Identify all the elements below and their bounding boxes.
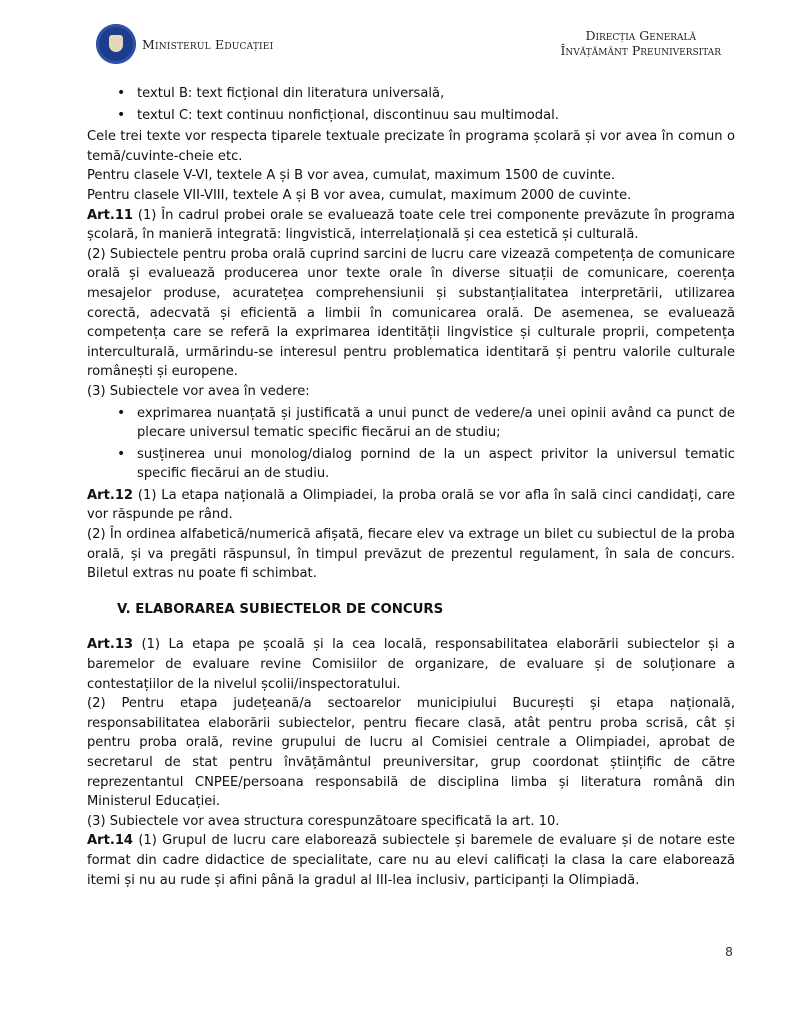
paragraph: (3) Subiectele vor avea în vedere: [87, 383, 310, 399]
document-body [87, 82, 735, 890]
article-11 [87, 206, 735, 245]
page-header [96, 20, 721, 70]
list-item: • exprimarea nuanțată și justificată a unui punct de vedere/a unei opinii având ca punct de plecare universul tematic specific fiecărui an de studiu; [117, 404, 735, 443]
ministry-name: Ministerul Educației [142, 36, 274, 52]
paragraph: (1) La etapa pe școală și la cea locală, responsabilitatea elaborării subiectelor și a baremelor de evaluare revine Comisiilor de organizare, de evaluare și de soluționare a contestațiilor de la nivelul școlii/inspectoratului. [87, 637, 735, 692]
directorate-name [560, 28, 721, 58]
page-number: 8 [725, 944, 733, 959]
directorate-line-2: Învățământ Preuniversitar [560, 43, 721, 58]
article-12 [87, 486, 735, 525]
subjects-list [87, 404, 735, 484]
article-14 [87, 831, 735, 890]
section-heading: V. ELABORAREA SUBIECTELOR DE CONCURS [117, 601, 444, 617]
article-13 [87, 635, 735, 694]
ministry-logo [96, 24, 273, 64]
paragraph: (3) Subiectele vor avea structura corespunzătoare specificată la art. 10. [87, 813, 560, 829]
article-label: Art.14 [87, 833, 134, 849]
paragraph: (2) În ordinea alfabetică/numerică afișată, fiecare elev va extrage un bilet cu subiectul de la proba orală, și va pregăti răspunsul, în timpul prevăzut de prezentul regulament, în sala de concurs. Biletul extras nu poate fi schimbat. [87, 527, 735, 582]
paragraph: Cele trei texte vor respecta tiparele textuale precizate în programa școlară și vor avea în comun o temă/cuvinte-cheie etc. [87, 129, 735, 164]
paragraph: (2) Pentru etapa județeană/a sectoarelor municipiului București și etapa națională, responsabilitatea elaborării subiectelor, pentru fiecare clasă, atât pentru proba scrisă, cât și pentru proba orală, revine grupului de lucru al Comisiei centrale a Olimpiadei, aprobat de secretarul de stat pentru învățământul preuniversitar, grup coordonat științific de către reprezentantul CNPEE/persoana responsabilă de disciplina limba și literatura română din Ministerul Educației. [87, 696, 735, 810]
paragraph: (2) Subiectele pentru proba orală cuprind sarcini de lucru care vizează competența de comunicare orală și evaluează producerea unor texte orale în diverse situații de comunicare, coerența mesajelor produse, acuratețea comprehensiunii și substanțialitatea interpretării, utilizarea corectă, adecvată și eficientă a limbii în comunicarea orală. De asemenea, se evaluează competența care se referă la exprimarea identității lingvistice și culturale proprii, competența interculturală, urmărindu-se interesul pentru problematica identitară și pentru valorile culturale românești și europene. [87, 246, 735, 380]
paragraph: (1) Grupul de lucru care elaborează subiectele și baremele de evaluare și de notare este format din cadre didactice de specialitate, care nu au elevi calificați la clasa la care elaborează itemi și nu au rude și afini până la gradul al III-lea inclusiv, participanți la Olimpiadă. [87, 833, 735, 888]
list-item: • textul C: text continuu nonficțional, discontinuu sau multimodal. [117, 106, 735, 126]
list-item: • susținerea unui monolog/dialog pornind de la un aspect privitor la universul tematic specific fiecărui an de studiu. [117, 445, 735, 484]
text-types-list [87, 84, 735, 125]
paragraph: Pentru clasele VII-VIII, textele A și B vor avea, cumulat, maximum 2000 de cuvinte. [87, 187, 632, 203]
paragraph: Pentru clasele V-VI, textele A și B vor avea, cumulat, maximum 1500 de cuvinte. [87, 168, 616, 184]
list-item: • textul B: text ficțional din literatura universală, [117, 84, 735, 104]
article-label: Art.13 [87, 637, 134, 653]
paragraph: (1) În cadrul probei orale se evaluează toate cele trei componente prevăzute în programa școlară, în manieră integrată: lingvistică, interrelațională și cea estetică și culturală. [87, 207, 735, 243]
article-label: Art.11 [87, 207, 134, 223]
directorate-line-1: Direcția Generală [585, 28, 697, 43]
government-seal-icon [96, 24, 136, 64]
article-label: Art.12 [87, 487, 134, 503]
paragraph: (1) La etapa națională a Olimpiadei, la proba orală se vor afla în sală cinci candidați, care vor răspunde pe rând. [87, 487, 735, 523]
